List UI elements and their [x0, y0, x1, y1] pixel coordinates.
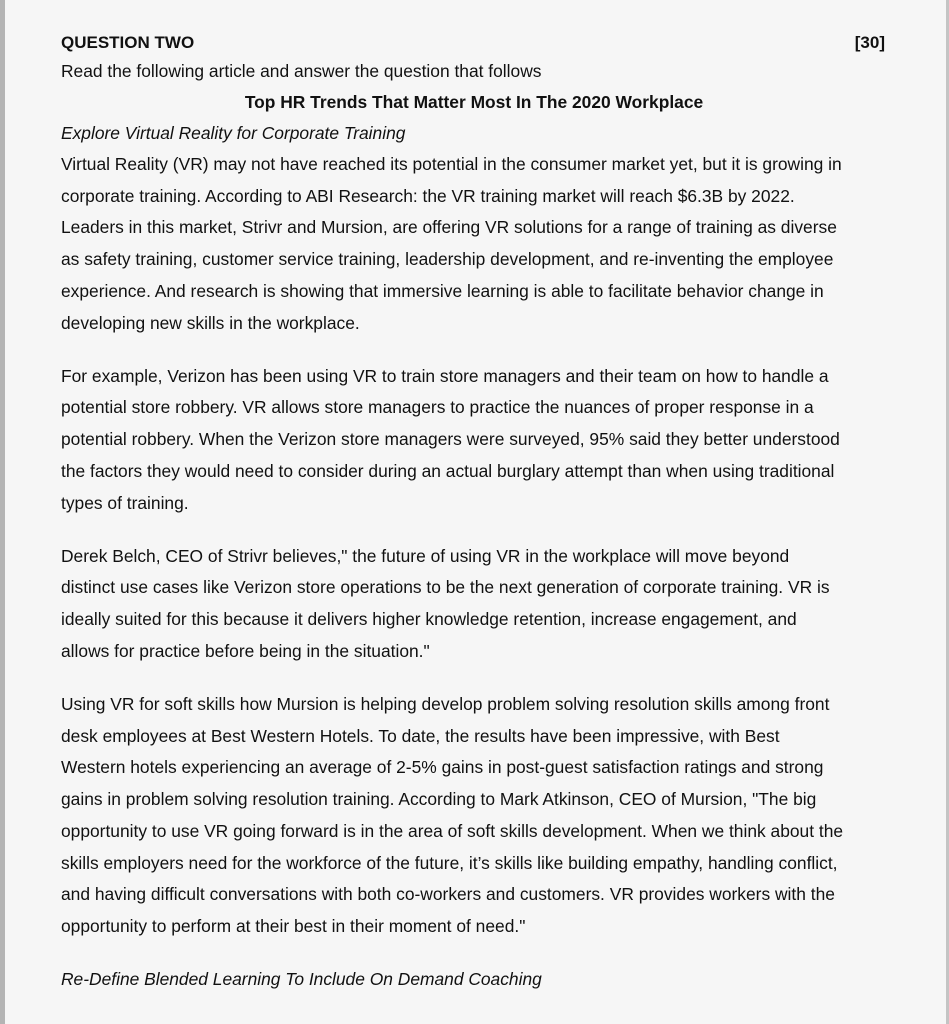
question-title: QUESTION TWO [61, 33, 195, 52]
document-page [61, 30, 891, 995]
paragraph-line: allows for practice before being in the situation." [61, 640, 430, 661]
paragraph-line: developing new skills in the workplace. [61, 312, 360, 333]
paragraph-line: Derek Belch, CEO of Strivr believes," the future of using VR in the workplace will move beyond [61, 545, 790, 566]
section-heading-vr: Explore Virtual Reality for Corporate Training [61, 123, 406, 143]
article-paragraph-3 [61, 541, 891, 668]
article-title: Top HR Trends That Matter Most In The 2020 Workplace [244, 92, 704, 112]
article-paragraph-1 [61, 149, 891, 339]
paragraph-line: desk employees at Best Western Hotels. To date, the results have been impressive, with Best [61, 725, 780, 746]
paragraph-line: opportunity to use VR going forward is in the area of soft skills development. When we think about the [61, 820, 844, 841]
paragraph-line: as safety training, customer service training, leadership development, and re-inventing the employee [61, 249, 834, 270]
paragraph-line: and having difficult conversations with both co-workers and customers. VR provides workers with the [61, 884, 835, 905]
paragraph-line: distinct use cases like Verizon store operations to be the next generation of corporate training. VR is [61, 577, 830, 598]
paragraph-line: Using VR for soft skills how Mursion is helping develop problem solving resolution skills among front [61, 694, 830, 715]
question-marks: [30] [854, 33, 885, 52]
paragraph-line: potential robbery. When the Verizon store managers were surveyed, 95% said they better understood [61, 429, 840, 450]
paragraph-line: types of training. [61, 492, 189, 513]
paragraph-line: For example, Verizon has been using VR to train store managers and their team on how to handle a [61, 365, 829, 386]
paragraph-line: potential store robbery. VR allows store managers to practice the nuances of proper response in a [61, 397, 814, 418]
question-header [61, 30, 885, 56]
paragraph-line: ideally suited for this because it delivers higher knowledge retention, increase engagement, and [61, 609, 797, 630]
paragraph-line: Virtual Reality (VR) may not have reached its potential in the consumer market yet, but it is growing in [61, 154, 842, 174]
paragraph-line: the factors they would need to consider during an actual burglary attempt than when using traditional [61, 460, 835, 481]
article-paragraph-4 [61, 689, 891, 943]
paragraph-line: opportunity to perform at their best in their moment of need." [61, 915, 526, 936]
paragraph-line: gains in problem solving resolution training. According to Mark Atkinson, CEO of Mursion, "The big [61, 789, 817, 810]
paragraph-line: skills employers need for the workforce of the future, it’s skills like building empathy, handling conflict, [61, 852, 838, 873]
paragraph-line: corporate training. According to ABI Research: the VR training market will reach $6.3B by 2022. [61, 185, 795, 206]
section-heading-blended-learning: Re-Define Blended Learning To Include On Demand Coaching [61, 969, 542, 990]
question-instruction: Read the following article and answer the question that follows [61, 61, 542, 81]
page-left-edge [0, 0, 5, 1024]
article-paragraph-2 [61, 361, 891, 520]
paragraph-line: Leaders in this market, Strivr and Mursion, are offering VR solutions for a range of training as diverse [61, 217, 837, 238]
paragraph-line: experience. And research is showing that immersive learning is able to facilitate behavior change in [61, 280, 824, 301]
paragraph-line: Western hotels experiencing an average of 2-5% gains in post-guest satisfaction ratings and strong [61, 757, 824, 778]
